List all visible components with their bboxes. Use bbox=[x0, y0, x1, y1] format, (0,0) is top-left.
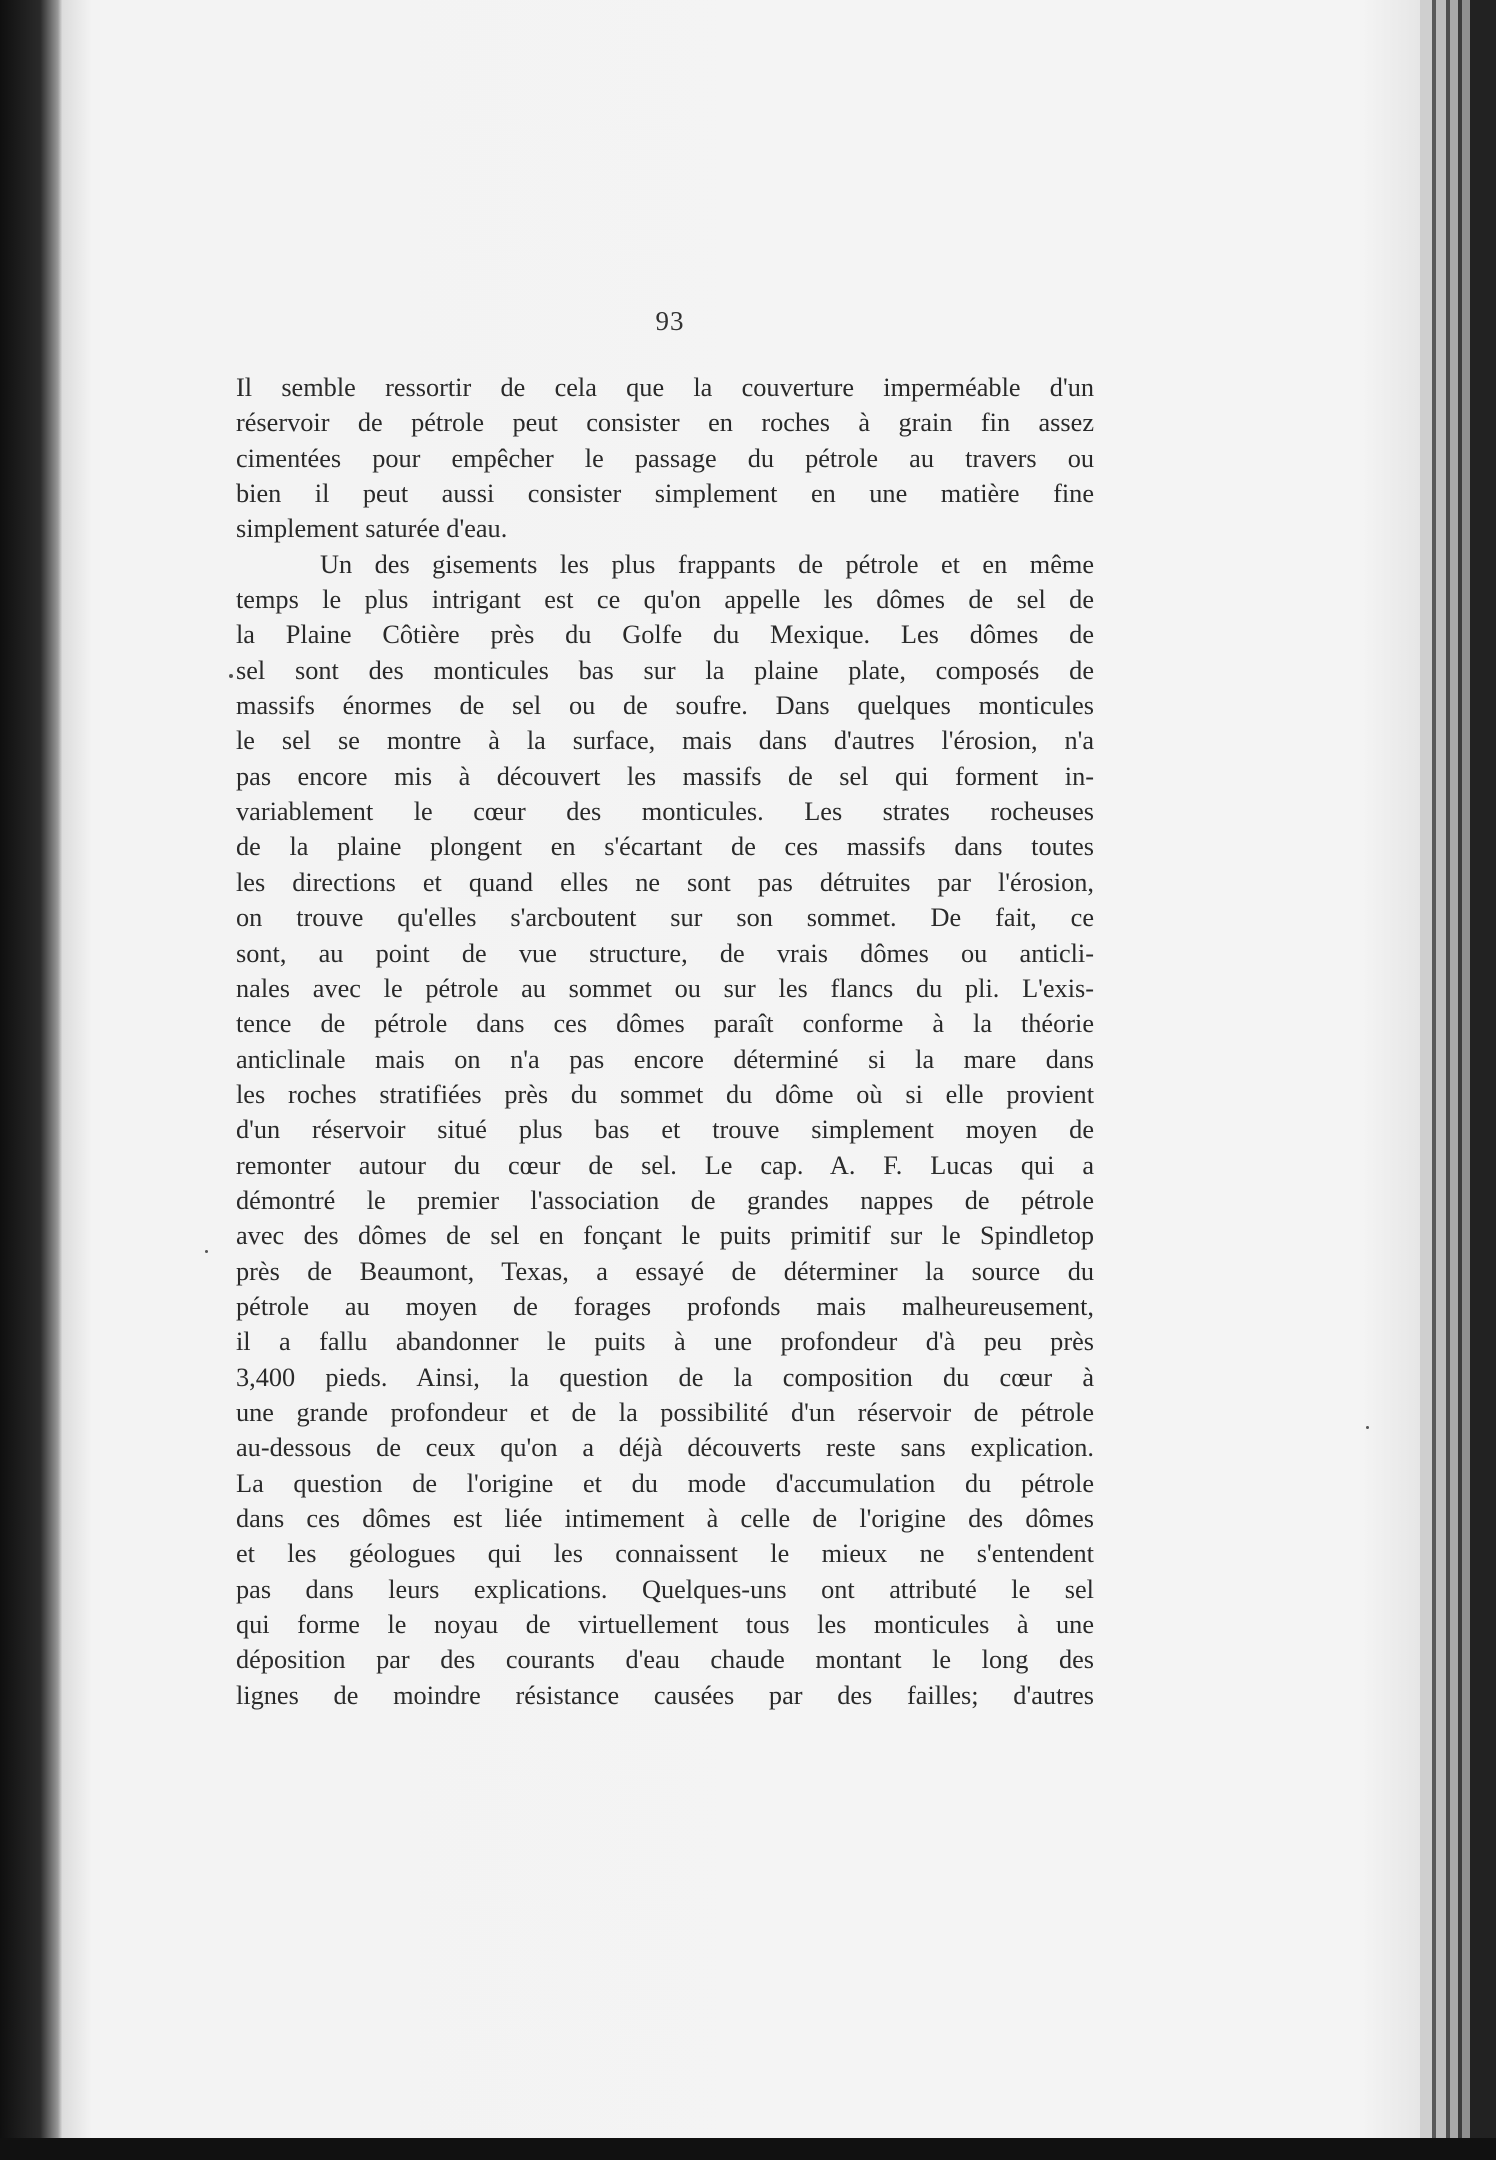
text-line: déposition par des courants d'eau chaude montant le long des bbox=[236, 1645, 1094, 1675]
text-line: massifs énormes de sel ou de soufre. Dans quelques monticules bbox=[236, 691, 1094, 721]
text-line: pétrole au moyen de forages profonds mais malheureusement, bbox=[236, 1291, 1094, 1321]
text-line: 3,400 pieds. Ainsi, la question de la composition du cœur à bbox=[236, 1362, 1094, 1392]
text-line: anticlinale mais on n'a pas encore déterminé si la mare dans bbox=[236, 1044, 1094, 1074]
text-line: et les géologues qui les connaissent le mieux ne s'entendent bbox=[236, 1539, 1094, 1569]
page-stack-edge bbox=[1436, 0, 1446, 2138]
text-line: les directions et quand elles ne sont pas détruites par l'érosion, bbox=[236, 867, 1094, 897]
text-line: on trouve qu'elles s'arcboutent sur son sommet. De fait, ce bbox=[236, 903, 1094, 933]
text-line: La question de l'origine et du mode d'accumulation du pétrole bbox=[236, 1468, 1094, 1498]
text-line: cimentées pour empêcher le passage du pétrole au travers ou bbox=[236, 443, 1094, 473]
page-number: 93 bbox=[655, 306, 685, 336]
page-stack-edge bbox=[1450, 0, 1458, 2138]
page-stack-edge bbox=[1462, 0, 1470, 2138]
text-line: sont, au point de vue structure, de vrais dômes ou anticli- bbox=[236, 938, 1094, 968]
text-line: simplement saturée d'eau. bbox=[236, 514, 508, 544]
text-line: temps le plus intrigant est ce qu'on appelle les dômes de sel de bbox=[236, 585, 1094, 615]
text-line: réservoir de pétrole peut consister en roches à grain fin assez bbox=[236, 408, 1094, 438]
text-line: pas dans leurs explications. Quelques-uns ont attributé le sel bbox=[236, 1574, 1094, 1604]
text-line: Il semble ressortir de cela que la couverture imperméable d'un bbox=[236, 373, 1094, 402]
text-line: au-dessous de ceux qu'on a déjà découverts reste sans explication. bbox=[236, 1433, 1094, 1463]
text-line: la Plaine Côtière près du Golfe du Mexique. Les dômes de bbox=[236, 620, 1094, 650]
text-line: le sel se montre à la surface, mais dans d'autres l'érosion, n'a bbox=[236, 726, 1094, 756]
text-line: pas encore mis à découvert les massifs de sel qui forment in- bbox=[236, 761, 1094, 791]
text-line: sel sont des monticules bas sur la plaine plate, composés de bbox=[236, 655, 1094, 685]
print-speck bbox=[229, 674, 233, 678]
print-speck bbox=[1366, 1426, 1369, 1429]
text-line: démontré le premier l'association de grandes nappes de pétrole bbox=[236, 1185, 1094, 1215]
text-line: tence de pétrole dans ces dômes paraît conforme à la théorie bbox=[236, 1009, 1094, 1039]
left-page-edge bbox=[0, 0, 62, 2138]
text-line: une grande profondeur et de la possibilité d'un réservoir de pétrole bbox=[236, 1397, 1094, 1427]
text-line: d'un réservoir situé plus bas et trouve simplement moyen de bbox=[236, 1115, 1094, 1145]
text-line: Un des gisements les plus frappants de pétrole et en même bbox=[320, 549, 1094, 579]
text-line: lignes de moindre résistance causées par des failles; d'autres bbox=[236, 1680, 1094, 1710]
print-speck bbox=[205, 1250, 208, 1253]
text-line: avec des dômes de sel en fonçant le puits primitif sur le Spindletop bbox=[236, 1221, 1094, 1251]
text-line: remonter autour du cœur de sel. Le cap. A. F. Lucas qui a bbox=[236, 1150, 1094, 1180]
text-line: il a fallu abandonner le puits à une profondeur d'à peu près bbox=[236, 1327, 1094, 1357]
text-line: dans ces dômes est liée intimement à celle de l'origine des dômes bbox=[236, 1504, 1094, 1533]
text-line: bien il peut aussi consister simplement en une matière fine bbox=[236, 479, 1094, 509]
text-line: de la plaine plongent en s'écartant de ces massifs dans toutes bbox=[236, 832, 1094, 862]
body-text bbox=[236, 370, 1094, 1713]
scan-bottom-border bbox=[0, 2138, 1496, 2160]
page-stack-edge bbox=[1470, 0, 1496, 2138]
text-line: qui forme le noyau de virtuellement tous les monticules à une bbox=[236, 1610, 1094, 1640]
text-line: près de Beaumont, Texas, a essayé de déterminer la source du bbox=[236, 1256, 1094, 1286]
page-stack-edge bbox=[1420, 0, 1432, 2138]
text-line: nales avec le pétrole au sommet ou sur les flancs du pli. L'exis- bbox=[236, 973, 1094, 1003]
text-line: les roches stratifiées près du sommet du dôme où si elle provient bbox=[236, 1079, 1094, 1109]
text-line: variablement le cœur des monticules. Les strates rocheuses bbox=[236, 797, 1094, 827]
